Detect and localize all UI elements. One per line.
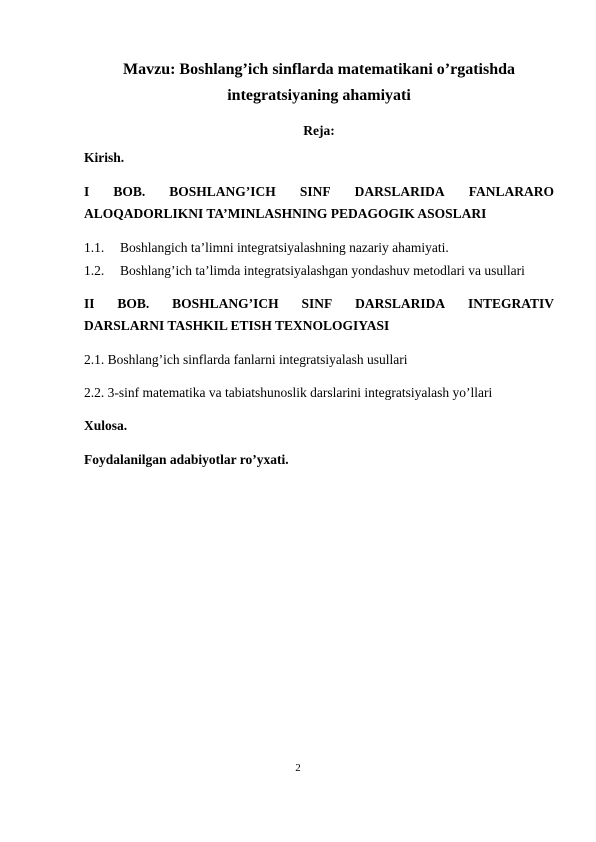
chapter1-item: [84, 240, 449, 256]
chapter2-word: BOB.: [117, 296, 150, 311]
chapter2-word: SINF: [301, 296, 333, 311]
chapter2-word: BOSHLANG’ICH: [172, 296, 279, 311]
chapter1-item: [84, 263, 525, 279]
page-number: 2: [295, 762, 301, 774]
item-number: 1.2.: [84, 263, 105, 278]
conclusion-heading: Xulosa.: [84, 418, 128, 433]
chapter2-heading-line-1: [84, 296, 554, 312]
chapter1-word: BOB.: [113, 184, 146, 199]
item-text: Boshlangich ta’limni integratsiyalashning nazariy ahamiyati.: [120, 240, 449, 255]
chapter2-word: DARSLARIDA: [355, 296, 446, 311]
references-heading: Foydalanilgan adabiyotlar ro’yxati.: [84, 452, 289, 467]
chapter1-word: I: [84, 184, 90, 199]
chapter1-word: BOSHLANG’ICH: [169, 184, 276, 199]
item-text: Boshlang’ich ta’limda integratsiyalashgan yondashuv metodlari va usullari: [120, 263, 525, 278]
intro-heading: Kirish.: [84, 150, 125, 165]
chapter2-word: II: [84, 296, 95, 311]
document-title-line-1: Mavzu: Boshlang’ich sinflarda matematikani o’rgatishda: [122, 61, 515, 78]
chapter1-heading-line-1: [84, 184, 554, 200]
chapter1-word: FANLARARO: [468, 184, 554, 199]
chapter2-item: 2.1. Boshlang’ich sinflarda fanlarni integratsiyalash usullari: [84, 352, 408, 367]
chapter1-word: SINF: [299, 184, 331, 199]
chapter1-word: DARSLARIDA: [354, 184, 445, 199]
chapter2-heading-line-2: DARSLARNI TASHKIL ETISH TEXNOLOGIYASI: [84, 318, 390, 333]
chapter2-item: 2.2. 3-sinf matematika va tabiatshunoslik darslarini integratsiyalash yo’llari: [84, 385, 493, 400]
item-number: 1.1.: [84, 240, 105, 255]
chapter2-word: INTEGRATIV: [467, 296, 554, 311]
chapter1-heading-line-2: ALOQADORLIKNI TA’MINLASHNING PEDAGOGIK ASOSLARI: [84, 206, 487, 221]
plan-heading: Reja:: [303, 123, 335, 138]
document-title-line-2: integratsiyaning ahamiyati: [227, 87, 411, 104]
